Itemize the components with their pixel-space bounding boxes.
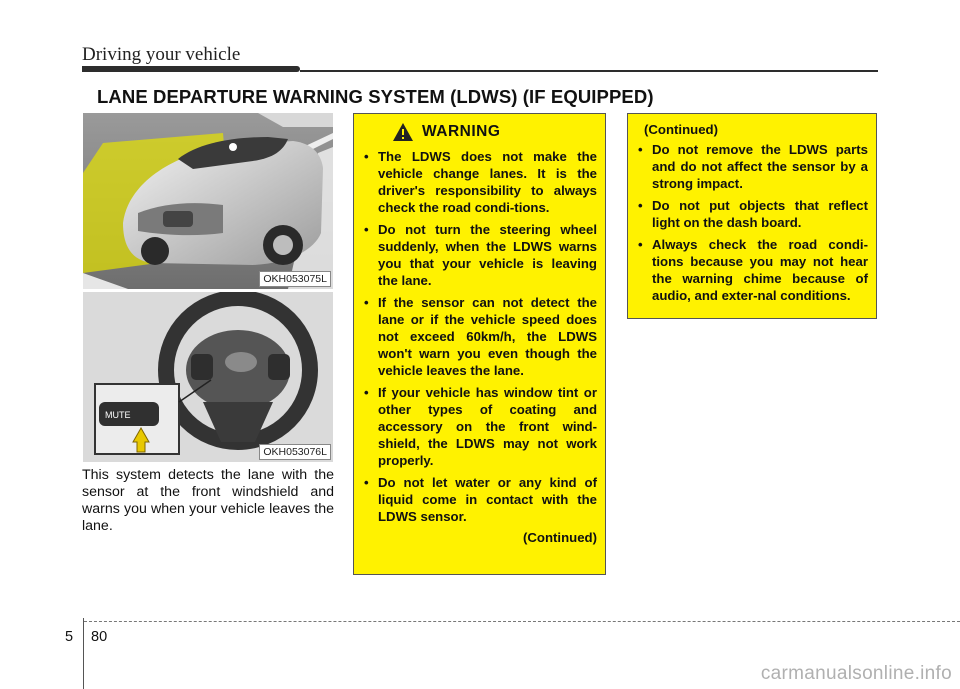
footer-vertical-rule <box>83 618 84 689</box>
continued-item: • Do not remove the LDWS parts and do not affect the sensor by a strong impact. <box>636 141 868 192</box>
figure-code-2: OKH053076L <box>259 444 331 460</box>
header-rule-thick <box>82 66 300 72</box>
intro-paragraph: This system detects the lane with the sensor at the front windshield and warns you when your vehicle leaves the lane. <box>82 467 334 534</box>
car-illustration <box>83 113 333 289</box>
figure-steering-wheel <box>83 292 333 462</box>
continued-list <box>636 141 868 304</box>
warning-item: • If your vehicle has window tint or other types of coating and accessory on the front wind-shield, the LDWS may not work properly. <box>362 384 597 469</box>
warning-triangle-icon <box>392 122 414 142</box>
warning-item: • The LDWS does not make the vehicle change lanes. It is the driver's responsibility to always check the road condi-tions. <box>362 148 597 216</box>
header-rule-thin <box>300 70 878 72</box>
continued-heading: (Continued) <box>644 122 718 137</box>
watermark: carmanualsonline.info <box>760 663 952 684</box>
continued-item: • Always check the road condi-tions because you may not hear the warning chime because of audio, and exter-nal conditions. <box>636 236 868 304</box>
warning-list <box>362 148 597 525</box>
figure-code-1: OKH053075L <box>259 271 331 287</box>
warning-header <box>362 122 597 142</box>
warning-item: • Do not turn the steering wheel suddenly, when the LDWS warns you that your vehicle is leaving the lane. <box>362 221 597 289</box>
warning-item: • If the sensor can not detect the lane or if the vehicle speed does not exceed 60km/h, the LDWS won't warn you even though the vehicle leaves the lane. <box>362 294 597 379</box>
continued-item: • Do not put objects that reflect light on the dash board. <box>636 197 868 231</box>
steering-wheel-illustration <box>83 292 333 462</box>
warning-item: • Do not let water or any kind of liquid come in contact with the LDWS sensor. <box>362 474 597 525</box>
footer-section-number: 5 <box>65 629 74 645</box>
warning-box <box>353 113 606 575</box>
continued-box <box>627 113 877 319</box>
warning-continued-label: (Continued) <box>523 530 597 545</box>
footer-dashed-rule <box>84 621 960 622</box>
mute-button-label: MUTE <box>105 410 131 420</box>
footer-page-number: 80 <box>91 629 108 645</box>
section-heading: LANE DEPARTURE WARNING SYSTEM (LDWS) (IF EQUIPPED) <box>97 86 654 107</box>
header-title: Driving your vehicle <box>82 44 241 65</box>
figure-car-sensor <box>83 113 333 289</box>
warning-title: WARNING <box>422 123 501 140</box>
